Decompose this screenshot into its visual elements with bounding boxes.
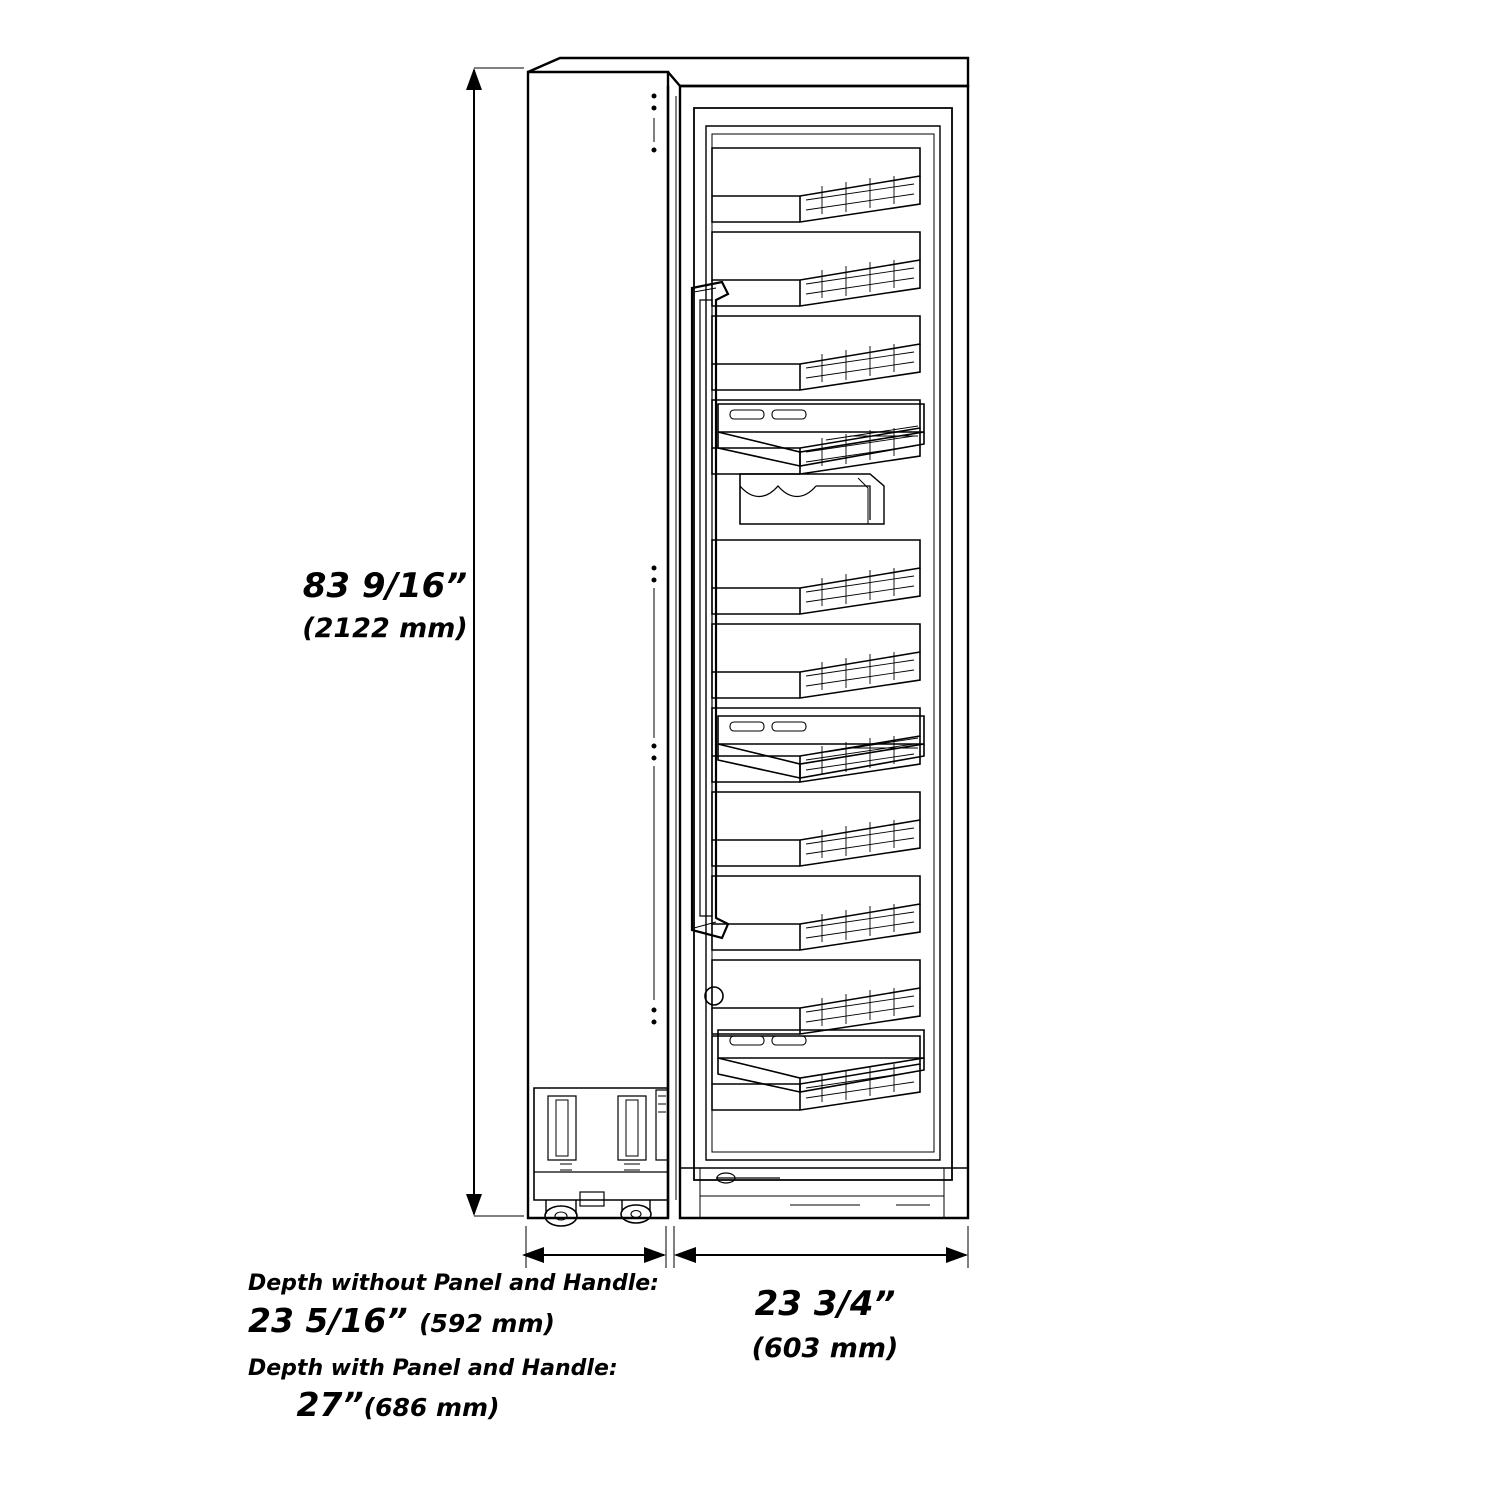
height-metric: (2122 mm)	[302, 612, 468, 644]
depth-with-imperial: 27”	[296, 1385, 364, 1425]
depth-without-imperial: 23 5/16”	[248, 1300, 408, 1340]
depth-without-caption: Depth without Panel and Handle:	[248, 1271, 659, 1296]
height-dimension-label	[300, 565, 470, 645]
base-assembly	[534, 1088, 668, 1226]
depth-with-caption: Depth with Panel and Handle:	[248, 1355, 618, 1381]
width-dimension-label	[680, 1283, 970, 1365]
shelf-stack	[712, 148, 924, 1110]
depth-dimension-label	[248, 1270, 659, 1426]
height-imperial: 83 9/16”	[302, 566, 468, 606]
width-imperial: 23 3/4”	[754, 1284, 896, 1324]
depth-with-metric: (686 mm)	[363, 1393, 500, 1423]
depth-without-metric: (592 mm)	[419, 1308, 555, 1338]
width-metric: (603 mm)	[751, 1332, 899, 1364]
door-stop-icon	[705, 987, 723, 1005]
